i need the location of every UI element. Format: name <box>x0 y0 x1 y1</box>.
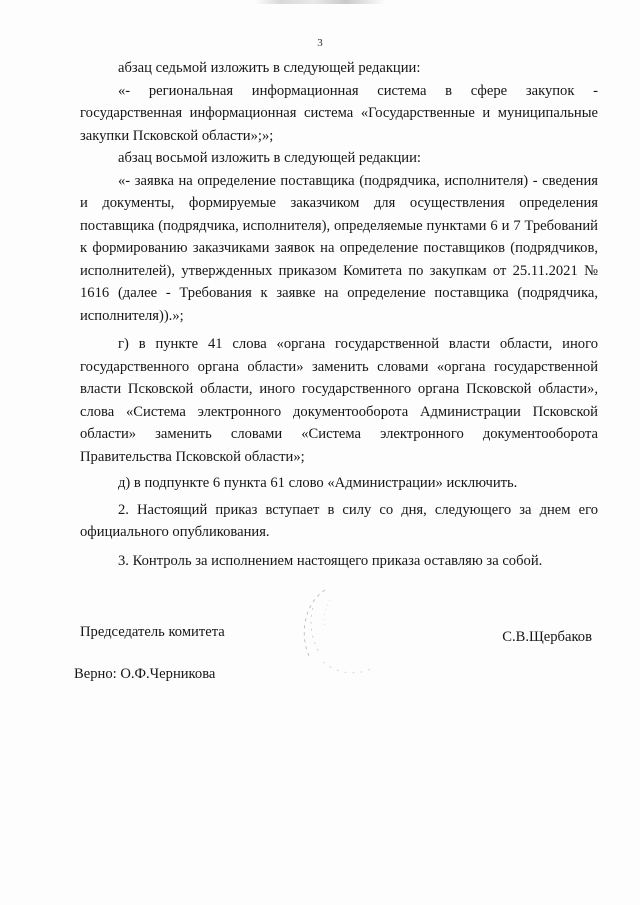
document-body <box>80 57 598 572</box>
certified-copy-note: Верно: О.Ф.Черникова <box>74 666 216 682</box>
signatory-title: Председатель комитета <box>80 624 225 640</box>
paragraph-3: абзац восьмой изложить в следующей редакции: <box>118 150 421 166</box>
paragraph-8: 3. Контроль за исполнением настоящего приказа оставляю за собой. <box>118 552 543 569</box>
paragraph-4: «- заявка на определение поставщика (подрядчика, исполнителя) - сведения и документы, формируемые заказчиком для осуществления определения поставщика (подрядчика, исполнителя), определяемые пунктами 6 и 7 Требований к формированию заказчиками заявок на определение поставщиков (подрядчиков, исполнителей), утвержденных приказом Комитета по закупкам от 25.11.2021 № 1616 (далее - Требования к заявке на определение поставщика (подрядчика, исполнителя)).»; <box>80 172 598 324</box>
page-number: 3 <box>317 37 323 49</box>
paragraph-7: 2. Настоящий приказ вступает в силу со дня, следующего за днем его официального опубликования. <box>80 501 598 540</box>
faint-seal-stamp <box>285 578 405 688</box>
signatory-name: С.В.Щербаков <box>502 629 592 645</box>
paragraph-1: абзац седьмой изложить в следующей редакции: <box>118 60 421 76</box>
paragraph-5: г) в пункте 41 слова «органа государственной власти области, иного государственного органа области» заменить словами «органа государственной власти Псковской области, иного государственного органа Псковской области», слова «Система электронного документооборота Администрации Псковской области» заменить словами «Система электронного документооборота Правительства Псковской области»; <box>80 336 598 465</box>
scan-artifact <box>255 0 385 4</box>
paragraph-6: д) в подпункте 6 пункта 61 слово «Администрации» исключить. <box>118 475 518 491</box>
paragraph-2: «- региональная информационная система в сфере закупок - государственная информационная система «Государственные и муниципальные закупки Псковской области»;»; <box>80 82 598 144</box>
